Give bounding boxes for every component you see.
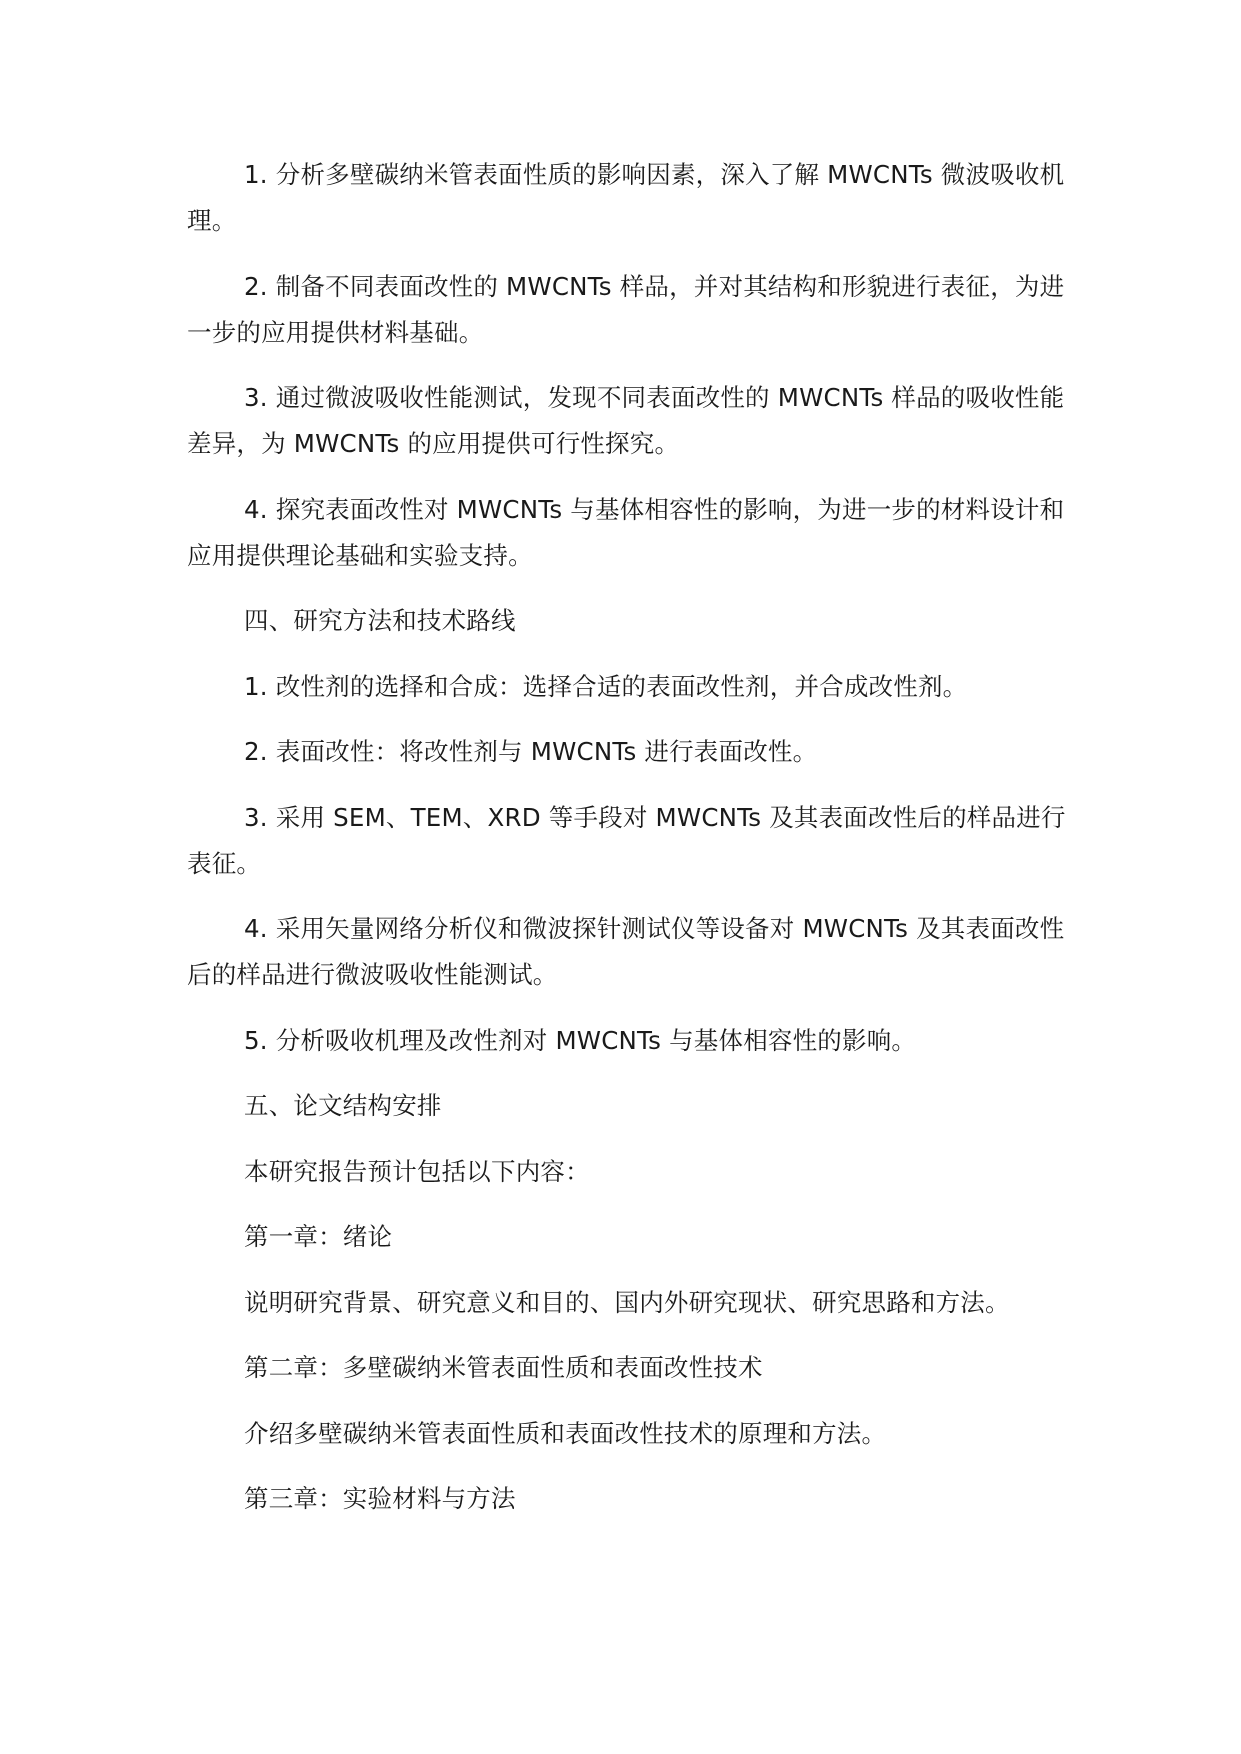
objective-item-2: 2. 制备不同表面改性的 MWCNTs 样品，并对其结构和形貌进行表征，为进一步的应用提供材料基础。 [187, 271, 1065, 347]
document-body [187, 152, 1067, 1542]
structure-intro: 本研究报告预计包括以下内容： [244, 1156, 590, 1186]
method-step-2: 2. 表面改性：将改性剂与 MWCNTs 进行表面改性。 [244, 737, 818, 766]
objective-item-4: 4. 探究表面改性对 MWCNTs 与基体相容性的影响，为进一步的材料设计和应用提供理论基础和实验支持。 [187, 494, 1065, 570]
chapter-2-title: 第二章：多壁碳纳米管表面性质和表面改性技术 [244, 1353, 763, 1382]
method-step-4: 4. 采用矢量网络分析仪和微波探针测试仪等设备对 MWCNTs 及其表面改性后的样品进行微波吸收性能测试。 [187, 914, 1065, 989]
method-step-5: 5. 分析吸收机理及改性剂对 MWCNTs 与基体相容性的影响。 [244, 1025, 917, 1055]
method-step-1: 1. 改性剂的选择和合成：选择合适的表面改性剂，并合成改性剂。 [244, 671, 968, 701]
section-heading-methods: 四、研究方法和技术路线 [244, 606, 516, 635]
chapter-1-title: 第一章：绪论 [244, 1222, 393, 1251]
chapter-1-description: 说明研究背景、研究意义和目的、国内外研究现状、研究思路和方法。 [244, 1287, 1010, 1317]
objective-item-3: 3. 通过微波吸收性能测试，发现不同表面改性的 MWCNTs 样品的吸收性能差异，为 MWCNTs 的应用提供可行性探究。 [187, 383, 1065, 458]
method-step-3: 3. 采用 SEM、TEM、XRD 等手段对 MWCNTs 及其表面改性后的样品进行表征。 [187, 802, 1066, 878]
section-heading-structure: 五、论文结构安排 [244, 1091, 442, 1120]
objective-item-1: 1. 分析多壁碳纳米管表面性质的影响因素，深入了解 MWCNTs 微波吸收机理。 [187, 160, 1065, 235]
chapter-3-title: 第三章：实验材料与方法 [244, 1484, 516, 1513]
chapter-2-description: 介绍多壁碳纳米管表面性质和表面改性技术的原理和方法。 [244, 1418, 887, 1448]
